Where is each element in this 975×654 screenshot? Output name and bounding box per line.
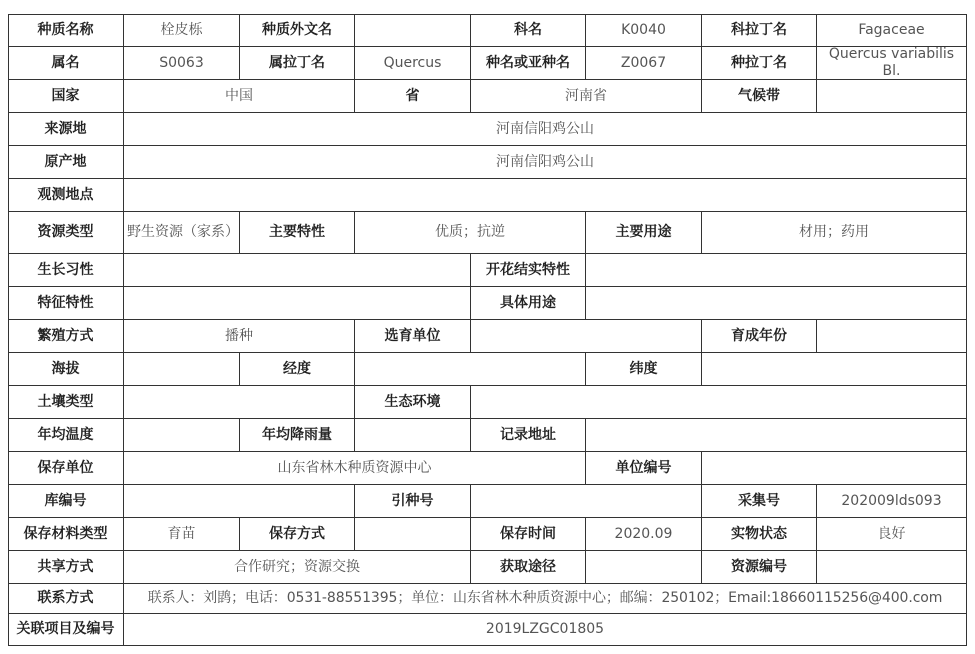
label-breeding-unit: 选育单位 [355, 320, 471, 353]
label-resource-code: 资源编号 [702, 551, 817, 584]
label-sharing-mode: 共享方式 [8, 551, 124, 584]
label-genus-latin: 属拉丁名 [240, 47, 355, 80]
value-contact: 联系人：刘鹍；电话：0531-88551395；单位：山东省林木种质资源中心；邮编：250102；Email:18660115256@400.com [124, 584, 967, 614]
value-propagation: 播种 [124, 320, 355, 353]
value-specific-use [586, 287, 967, 320]
label-longitude: 经度 [240, 353, 355, 386]
label-acquisition: 获取途径 [471, 551, 586, 584]
label-propagation: 繁殖方式 [8, 320, 124, 353]
value-genus-latin: Quercus [355, 47, 471, 80]
value-source-place: 河南信阳鸡公山 [124, 113, 967, 146]
label-foreign-name: 种质外文名 [240, 14, 355, 47]
label-storage-time: 保存时间 [471, 518, 586, 551]
label-germplasm-name: 种质名称 [8, 14, 124, 47]
label-growth-habit: 生长习性 [8, 254, 124, 287]
label-climate-zone: 气候带 [702, 80, 817, 113]
value-resource-code [817, 551, 967, 584]
label-family-latin: 科拉丁名 [702, 14, 817, 47]
label-material-type: 保存材料类型 [8, 518, 124, 551]
label-characteristics: 特征特性 [8, 287, 124, 320]
value-related-project: 2019LZGC01805 [124, 614, 967, 646]
label-resource-type: 资源类型 [8, 212, 124, 254]
value-growth-habit [124, 254, 471, 287]
label-specific-use: 具体用途 [471, 287, 586, 320]
value-species-name: Z0067 [586, 47, 702, 80]
value-introduction-code [471, 485, 702, 518]
value-collection-code: 202009lds093 [817, 485, 967, 518]
label-main-uses: 主要用途 [586, 212, 702, 254]
value-main-traits: 优质；抗逆 [355, 212, 586, 254]
label-altitude: 海拔 [8, 353, 124, 386]
value-storage-method [355, 518, 471, 551]
value-sharing-mode: 合作研究；资源交换 [124, 551, 471, 584]
label-storage-method: 保存方式 [240, 518, 355, 551]
label-avg-temperature: 年均温度 [8, 419, 124, 452]
value-main-uses: 材用；药用 [702, 212, 967, 254]
label-species-latin: 种拉丁名 [702, 47, 817, 80]
value-breeding-year [817, 320, 967, 353]
value-storage-time: 2020.09 [586, 518, 702, 551]
label-ecology: 生态环境 [355, 386, 471, 419]
value-resource-type: 野生资源（家系） [124, 212, 240, 254]
value-breeding-unit [471, 320, 702, 353]
label-library-code: 库编号 [8, 485, 124, 518]
label-introduction-code: 引种号 [355, 485, 471, 518]
label-contact: 联系方式 [8, 584, 124, 614]
value-family-name: K0040 [586, 14, 702, 47]
label-origin-place: 原产地 [8, 146, 124, 179]
label-source-place: 来源地 [8, 113, 124, 146]
value-avg-rainfall [355, 419, 471, 452]
value-library-code [124, 485, 355, 518]
value-germplasm-name: 栓皮栎 [124, 14, 240, 47]
value-characteristics [124, 287, 471, 320]
label-avg-rainfall: 年均降雨量 [240, 419, 355, 452]
value-genus-name: S0063 [124, 47, 240, 80]
value-acquisition [586, 551, 702, 584]
value-climate-zone [817, 80, 967, 113]
label-soil-type: 土壤类型 [8, 386, 124, 419]
value-physical-status: 良好 [817, 518, 967, 551]
value-material-type: 育苗 [124, 518, 240, 551]
value-species-latin: Quercus variabilis Bl. [817, 47, 967, 80]
value-country: 中国 [124, 80, 355, 113]
value-unit-code [702, 452, 967, 485]
value-observation-site [124, 179, 967, 212]
label-province: 省 [355, 80, 471, 113]
value-record-address [586, 419, 967, 452]
value-avg-temperature [124, 419, 240, 452]
label-physical-status: 实物状态 [702, 518, 817, 551]
label-custodian: 保存单位 [8, 452, 124, 485]
value-family-latin: Fagaceae [817, 14, 967, 47]
value-latitude [702, 353, 967, 386]
value-ecology [471, 386, 967, 419]
label-breeding-year: 育成年份 [702, 320, 817, 353]
label-latitude: 纬度 [586, 353, 702, 386]
label-related-project: 关联项目及编号 [8, 614, 124, 646]
label-genus-name: 属名 [8, 47, 124, 80]
label-unit-code: 单位编号 [586, 452, 702, 485]
value-foreign-name [355, 14, 471, 47]
value-soil-type [124, 386, 355, 419]
label-flowering-fruiting: 开花结实特性 [471, 254, 586, 287]
value-altitude [124, 353, 240, 386]
label-country: 国家 [8, 80, 124, 113]
label-family-name: 科名 [471, 14, 586, 47]
label-collection-code: 采集号 [702, 485, 817, 518]
label-record-address: 记录地址 [471, 419, 586, 452]
value-custodian: 山东省林木种质资源中心 [124, 452, 586, 485]
value-origin-place: 河南信阳鸡公山 [124, 146, 967, 179]
label-main-traits: 主要特性 [240, 212, 355, 254]
value-province: 河南省 [471, 80, 702, 113]
label-species-name: 种名或亚种名 [471, 47, 586, 80]
label-observation-site: 观测地点 [8, 179, 124, 212]
value-flowering-fruiting [586, 254, 967, 287]
value-longitude [355, 353, 586, 386]
